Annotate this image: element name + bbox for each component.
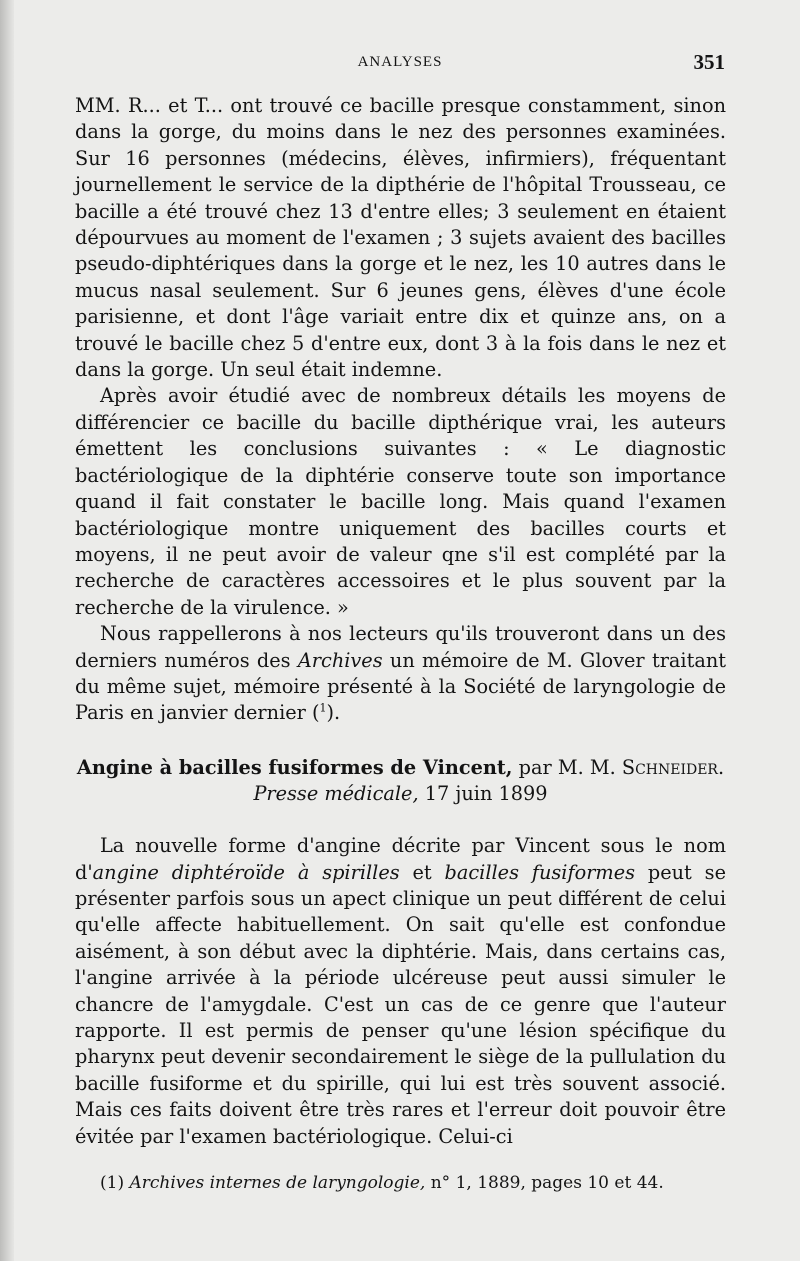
article-author-prefix: par M. M.	[518, 755, 616, 779]
footnote-ref: 1	[319, 701, 327, 715]
paragraph-4	[75, 833, 726, 1150]
p3-text-end: ).	[326, 701, 341, 725]
article-source	[75, 781, 726, 807]
footnote-journal: Archives internes de laryngologie,	[129, 1173, 426, 1193]
p3-text-start: Nous rappellerons à nos lecteurs qu'ils trouveront dans un des derniers numéros des	[75, 622, 726, 672]
running-head: ANALYSES	[357, 54, 443, 70]
paragraph-3	[75, 621, 726, 727]
footnote-marker: (1)	[100, 1173, 125, 1193]
p3-text-middle: un mémoire de M. Glover traitant du même sujet, mémoire présenté à la Société de laryngologie de Paris en janvier dernier (	[75, 648, 726, 725]
p4-emphasis-1: angine diphtéroïde à spirilles	[92, 860, 400, 884]
article-author: Schneider.	[621, 755, 725, 779]
article-date: 17 juin 1899	[424, 781, 548, 805]
footnote	[100, 1172, 740, 1194]
page-header	[75, 48, 725, 78]
page-number: 351	[693, 50, 725, 74]
page-body	[75, 93, 726, 1150]
paragraph-2: Après avoir étudié avec de nombreux détails les moyens de différencier ce bacille du bacille dipthérique vrai, les auteurs émettent les conclusions suivantes : « Le diagnostic bactériologique de la diphtérie conserve toute son importance quand il fait constater le bacille long. Mais quand l'examen bactériologique montre uniquement des bacilles courts et moyens, il ne peut avoir de valeur qne s'il est complété par la recherche de caractères accessoires et le plus souvent par la recherche de la virulence. »	[75, 384, 726, 619]
footnote-details: n° 1, 1889, pages 10 et 44.	[430, 1173, 664, 1193]
archives-reference: Archives	[297, 648, 383, 672]
page-edge-shadow	[0, 0, 14, 1261]
p4-text-start: La nouvelle forme d'angine décrite par Vincent sous le nom d'	[75, 834, 726, 884]
article-journal: Presse médicale,	[253, 781, 419, 805]
p4-text-rest: peut se présenter parfois sous un apect clinique un peut différent de celui qu'elle affecte habituellement. On sait qu'elle est confondue aisément, à son début avec la diphtérie. Mais, dans certains cas, l'angine arrivée à la période ulcéreuse peut aussi simuler le chancre de l'amygdale. C'est un cas de ce genre que l'auteur rapporte. Il est permis de penser qu'une lésion spécifique du pharynx peut devenir secondairement le siège de la pullulation du bacille fusiforme et du spirille, qui lui est très souvent associé. Mais ces faits doivent être très rares et l'erreur doit pouvoir être évitée par l'examen bactériologique. Celui-ci	[75, 860, 726, 1148]
paragraph-1: MM. R... et T... ont trouvé ce bacille presque constamment, sinon dans la gorge, du moins dans le nez des personnes examinées. Sur 16 personnes (médecins, élèves, infirmiers), fréquentant journellement le service de la dipthérie de l'hôpital Trousseau, ce bacille a été trouvé chez 13 d'entre elles; 3 seulement en étaient dépourvues au moment de l'examen ; 3 sujets avaient des bacilles pseudo-diphtériques dans la gorge et le nez, les 10 autres dans le mucus nasal seulement. Sur 6 jeunes gens, élèves d'une école parisienne, et dont l'âge variait entre dix et quinze ans, on a trouvé le bacille chez 5 d'entre eux, dont 3 à la fois dans le nez et dans la gorge. Un seul était indemne.	[75, 94, 726, 382]
p4-text-mid: et	[399, 860, 445, 884]
p4-emphasis-2: bacilles fusiformes	[444, 860, 636, 884]
article-heading	[75, 755, 726, 781]
article-title: Angine à bacilles fusiformes de Vincent,	[76, 755, 513, 779]
